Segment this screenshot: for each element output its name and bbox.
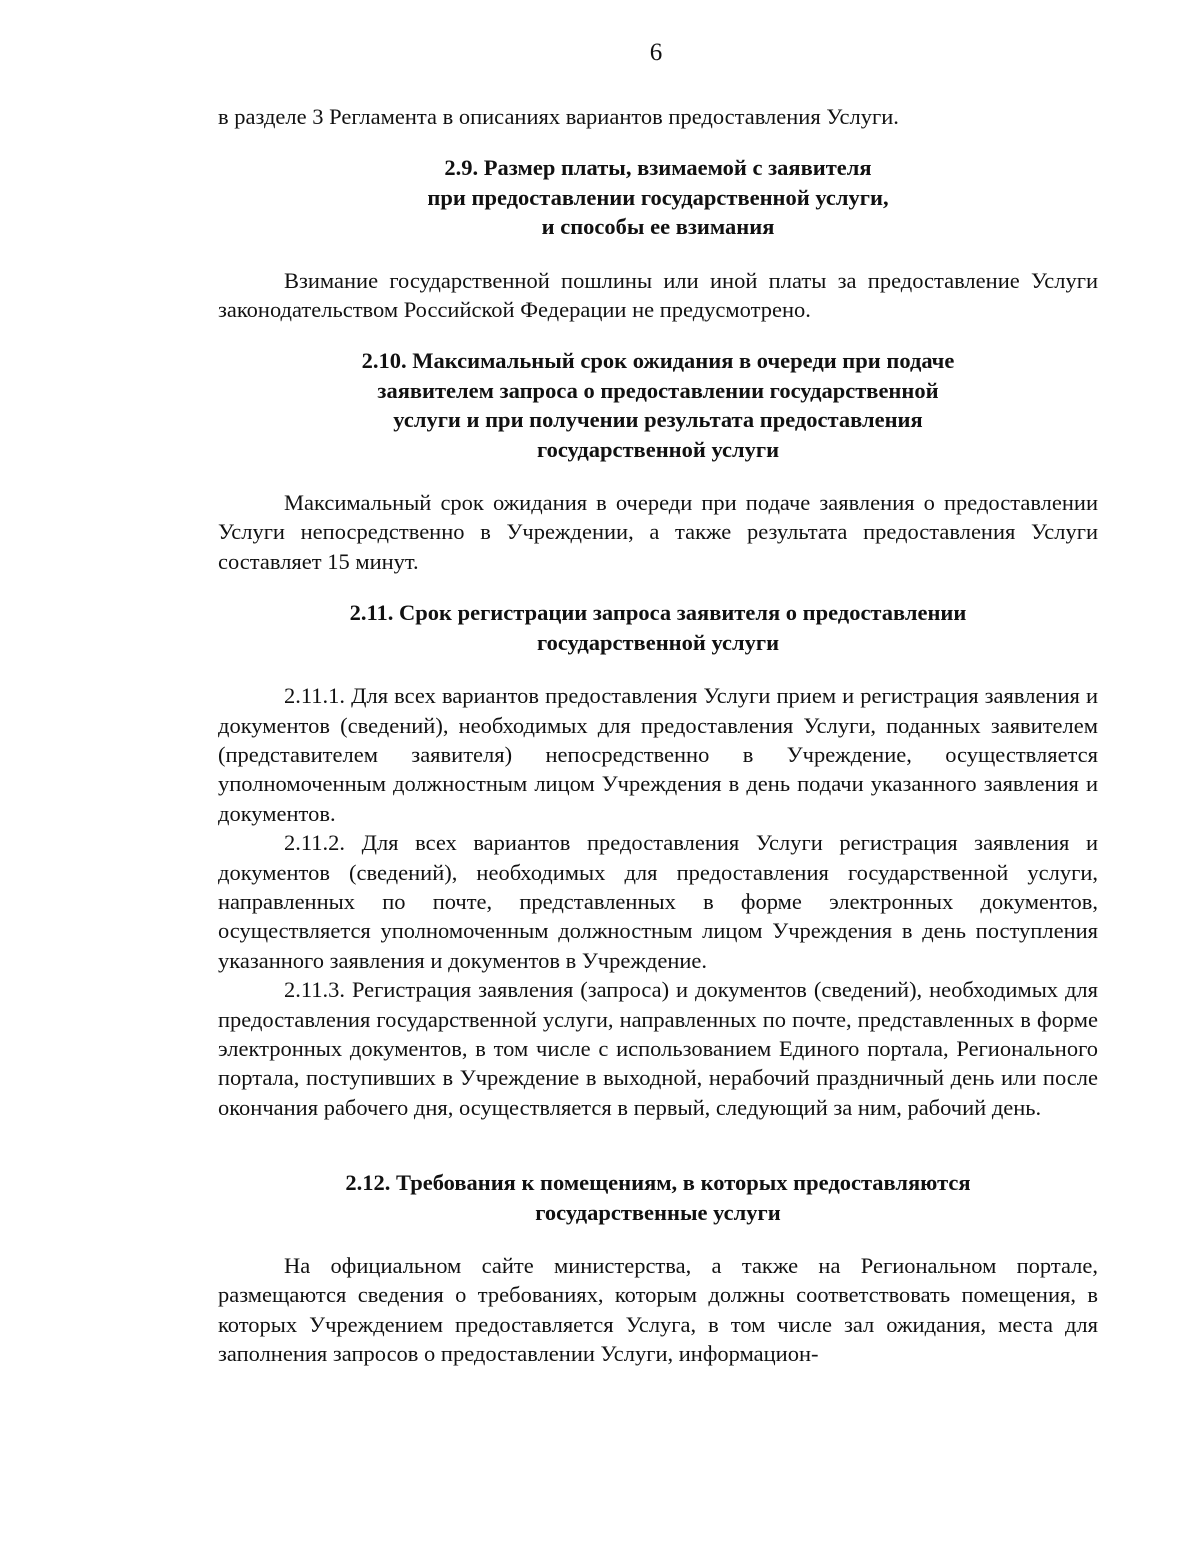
paragraph: 2.11.2. Для всех вариантов предоставления Услуги регистрация заявления и документов (сведений), необходимых для предоставления государственной услуги, направленных по почте, представленных в форме электронных документов, осуществляется уполномоченным должностным лицом Учреждения в день поступления указанного заявления и документов в Учреждение.: [218, 830, 1098, 973]
section-heading-2-11: [218, 598, 1098, 657]
section-heading-2-12: [218, 1168, 1098, 1227]
heading-line: услуги и при получении результата предоставления: [393, 407, 923, 433]
heading-line: государственной услуги: [536, 436, 780, 462]
heading-line: и способы ее взимания: [541, 214, 775, 240]
heading-line: государственные услуги: [535, 1199, 781, 1225]
heading-line: заявителем запроса о предоставлении государственной: [377, 377, 939, 403]
heading-line: 2.11. Срок регистрации запроса заявителя о предоставлении: [349, 600, 967, 626]
page-number: 6: [649, 39, 663, 66]
intro-paragraph: в разделе 3 Регламента в описаниях вариантов предоставления Услуги.: [218, 104, 899, 129]
paragraph: На официальном сайте министерства, а также на Региональном портале, размещаются сведения о требованиях, которым должны соответствовать помещения, в которых Учреждением предоставляется Услуга, в том числе зал ожидания, места для заполнения запросов о предоставлении Услуги, информацион-: [218, 1253, 1098, 1367]
heading-line: государственной услуги: [536, 629, 780, 655]
paragraph: Максимальный срок ожидания в очереди при подаче заявления о предоставлении Услуги непосредственно в Учреждении, а также результата предоставления Услуги составляет 15 минут.: [218, 490, 1098, 574]
heading-line: 2.9. Размер платы, взимаемой с заявителя: [444, 155, 872, 181]
heading-line: при предоставлении государственной услуги,: [427, 184, 889, 210]
section-heading-2-10: [218, 346, 1098, 464]
paragraph: Взимание государственной пошлины или иной платы за предоставление Услуги законодательством Российской Федерации не предусмотрено.: [218, 267, 1098, 323]
paragraph: 2.11.3. Регистрация заявления (запроса) и документов (сведений), необходимых для предоставления государственной услуги, направленных по почте, представленных в форме электронных документов, в том числе с использованием Единого портала, Регионального портала, поступивших в Учреждение в выходной, нерабочий праздничный день или после окончания рабочего дня, осуществляется в первый, следующий за ним, рабочий день.: [218, 977, 1098, 1120]
heading-line: 2.12. Требования к помещениям, в которых предоставляются: [345, 1170, 971, 1196]
section-heading-2-9: [218, 153, 1098, 241]
page-content: [218, 102, 1098, 1369]
paragraph: 2.11.1. Для всех вариантов предоставления Услуги прием и регистрация заявления и документов (сведений), необходимых для предоставления Услуги, поданных заявителем (представителем заявителя) непосредственно в Учреждение, осуществляется уполномоченным должностным лицом Учреждения в день подачи указанного заявления и документов.: [218, 683, 1098, 826]
heading-line: 2.10. Максимальный срок ожидания в очереди при подаче: [361, 348, 955, 374]
